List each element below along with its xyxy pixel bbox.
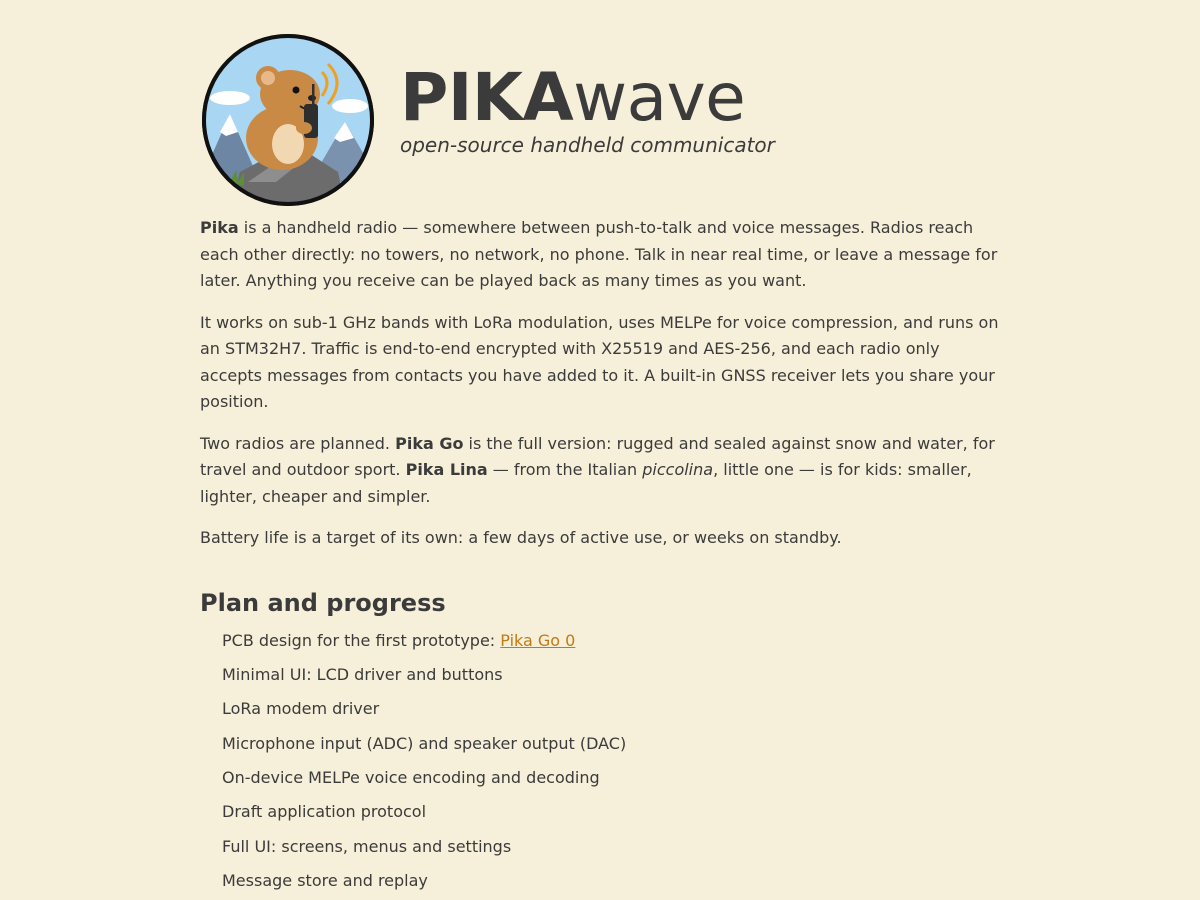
plan-item: On-device MELPe voice encoding and decoding — [222, 768, 600, 788]
site-title — [400, 56, 775, 140]
plan-item: Draft application protocol — [222, 802, 427, 822]
brand-block — [400, 56, 775, 158]
intro-p1-text: is a handheld radio — somewhere between push-to-talk and voice messages. Radios reach each other directly: no towers, no network, no phone. Talk in near real time, or leave a message for later. Anything you receive can be played back as many times as you want. — [200, 218, 998, 290]
intro-p3-pika-lina: Pika Lina — [405, 460, 488, 479]
pika-mascot-with-radio-icon — [200, 32, 376, 208]
intro-p3-pika-go: Pika Go — [395, 433, 464, 453]
intro-paragraph-3 — [200, 431, 1000, 511]
intro-p3-t2: is the full version: rugged and sealed against snow and water, for travel and outdoor sport. — [200, 433, 995, 479]
site-title-light: wave — [573, 59, 746, 136]
plan-item: Minimal UI: LCD driver and buttons — [222, 664, 503, 684]
site-tagline: open-source handheld communicator — [400, 133, 775, 157]
plan-item-pcb-text: PCB design for the first prototype: — [222, 630, 501, 650]
intro-p3-t4: , little one — is for kids: smaller, lighter, cheaper and simpler. — [200, 460, 972, 506]
intro-paragraph-2: It works on sub-1 GHz bands with LoRa modulation, uses MELPe for voice compression, and runs on an STM32H7. Traffic is end-to-end encrypted with X25519 and AES-256, and each radio only accepts messages from contacts you have added to it. A built-in GNSS receiver lets you share your position. — [200, 312, 999, 411]
intro-section — [200, 215, 1000, 552]
plan-item: Microphone input (ADC) and speaker output (DAC) — [222, 733, 627, 753]
intro-paragraph-4: Battery life is a target of its own: a few days of active use, or weeks on standby. — [200, 528, 842, 547]
page — [200, 0, 1000, 892]
plan-item-pcb — [222, 630, 1000, 652]
intro-p1-bold: Pika — [200, 218, 239, 237]
pika-go-0-link[interactable]: Pika Go 0 — [500, 630, 576, 650]
plan-item: Full UI: screens, menus and settings — [222, 836, 512, 856]
site-header — [200, 0, 1000, 215]
site-title-bold: PIKA — [400, 59, 574, 136]
plan-item: LoRa modem driver — [222, 699, 380, 719]
intro-p3-t3: — from the Italian — [487, 460, 643, 479]
plan-item: Message store and replay — [222, 871, 428, 891]
plan-section-title: Plan and progress — [200, 588, 446, 617]
intro-p3-t1: Two radios are planned. — [200, 433, 396, 453]
intro-p3-piccolina: piccolina — [642, 460, 714, 479]
intro-paragraph-1 — [200, 215, 1000, 295]
plan-list — [200, 630, 1000, 893]
